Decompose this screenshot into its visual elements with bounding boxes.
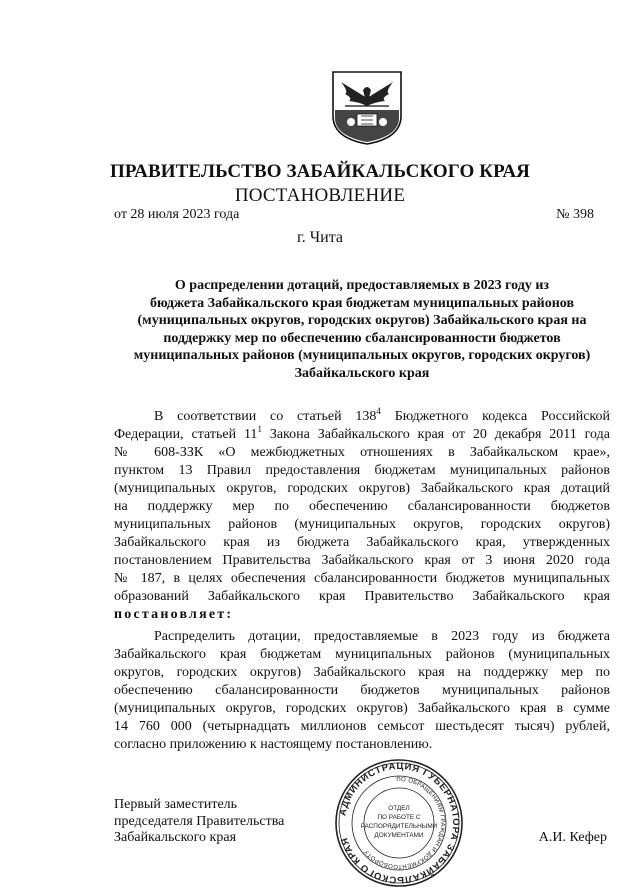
text-fragment: Бюджетного кодекса Российской bbox=[380, 409, 610, 424]
paragraph-line: (муниципальных округов, городских округов) Забайкальского края дотаций bbox=[114, 481, 610, 496]
paragraph-line bbox=[114, 606, 610, 624]
stamp-inner-ring-text: ПО ОБРАЩЕНИЯМ ГРАЖДАН И ДОКУМЕНТООБОРОТУ bbox=[363, 776, 446, 870]
paragraph-line: 14 760 000 (четырнадцать миллионов семьсот шестьдесят тысяч) рублей, bbox=[114, 719, 610, 734]
stamp-center-line: ОТДЕЛ bbox=[388, 805, 410, 812]
paragraph-line: образований Забайкальского края Правительство Забайкальского края bbox=[114, 589, 610, 604]
document-type: ПОСТАНОВЛЕНИЕ bbox=[234, 185, 406, 206]
paragraph-line: согласно приложению к настоящему постановлению. bbox=[114, 737, 433, 752]
paragraph-line: № 608-ЗЗК «О межбюджетных отношениях в Забайкальском крае», bbox=[114, 445, 610, 460]
paragraph-line: обеспечению сбалансированности бюджетов муниципальных районов bbox=[114, 683, 610, 698]
subject-line: бюджета Забайкальского края бюджетам муниципальных районов bbox=[149, 295, 575, 311]
document-city: г. Чита bbox=[296, 229, 343, 246]
government-name: ПРАВИТЕЛЬСТВО ЗАБАЙКАЛЬСКОГО КРАЯ bbox=[109, 161, 530, 182]
subject-line: Забайкальского края bbox=[294, 365, 430, 381]
paragraph-line: № 187, в целях обеспечения сбалансированности бюджетов муниципальных bbox=[114, 571, 610, 586]
document-number: № 398 bbox=[556, 207, 594, 222]
coat-of-arms-icon bbox=[327, 68, 407, 146]
paragraph-line: Забайкальского края из бюджета Забайкальского края, утвержденных bbox=[114, 535, 610, 550]
superscript: 1 bbox=[257, 424, 262, 434]
text-fragment: Закона Забайкальского края от 20 декабря 2011 года bbox=[261, 427, 610, 442]
stamp-center-line: ДОКУМЕНТАМИ bbox=[374, 832, 424, 839]
document-subject bbox=[114, 277, 610, 383]
document-date: от 28 июля 2023 года bbox=[114, 207, 240, 222]
text-fragment: : bbox=[226, 607, 234, 622]
subject-line: О распределении дотаций, предоставляемых в 2023 году из bbox=[174, 278, 550, 293]
resolution-paragraph bbox=[114, 628, 610, 754]
official-stamp bbox=[333, 757, 465, 889]
paragraph-line: пунктом 13 Правил предоставления бюджетам муниципальных районов bbox=[114, 463, 610, 478]
subject-line: (муниципальных округов, городских округов) Забайкальского края на bbox=[137, 313, 587, 329]
preamble-paragraph bbox=[114, 408, 610, 624]
resolves-keyword: постановляет bbox=[114, 607, 227, 622]
paragraph-line bbox=[114, 408, 610, 426]
text-fragment: В соответствии со статьей 138 bbox=[154, 409, 377, 424]
stamp-center-line: ПО РАБОТЕ С bbox=[377, 814, 421, 821]
paragraph-line bbox=[114, 426, 610, 444]
paragraph-line: Забайкальского края бюджетам муниципальных районов (муниципальных bbox=[114, 647, 610, 662]
signatory-title bbox=[114, 797, 284, 847]
signatory-line: председателя Правительства bbox=[114, 813, 285, 829]
subject-line: муниципальных районов (муниципальных округов, городских округов) bbox=[133, 348, 591, 364]
signatory-name: А.И. Кефер bbox=[538, 830, 607, 845]
subject-line: поддержку мер по обеспечению сбалансированности бюджетов bbox=[163, 330, 561, 346]
signatory-line: Забайкальского края bbox=[114, 830, 237, 845]
paragraph-line: (муниципальных округов, городских округов) Забайкальского края в сумме bbox=[114, 701, 610, 716]
paragraph-line: муниципальных районов (муниципальных округов, городских округов) bbox=[114, 517, 610, 532]
paragraph-line: на поддержку мер по обеспечению сбалансированности бюджетов bbox=[114, 499, 610, 514]
superscript: 4 bbox=[376, 406, 381, 416]
stamp-ring-text: АДМИНИСТРАЦИЯ ГУБЕРНАТОРА ЗАБАЙКАЛЬСКОГО КРАЯ bbox=[337, 760, 462, 886]
paragraph-line: Распределить дотации, предоставляемые в 2023 году из бюджета bbox=[154, 629, 610, 644]
stamp-center-line: РАСПОРЯДИТЕЛЬНЫМИ bbox=[360, 823, 438, 830]
paragraph-line: округов, городских округов) Забайкальского края на поддержку мер по bbox=[114, 665, 610, 680]
text-fragment: Федерации, статьей 11 bbox=[114, 427, 258, 442]
signatory-line: Первый заместитель bbox=[114, 797, 238, 812]
paragraph-line: постановлением Правительства Забайкальского края от 3 июня 2020 года bbox=[114, 553, 610, 568]
